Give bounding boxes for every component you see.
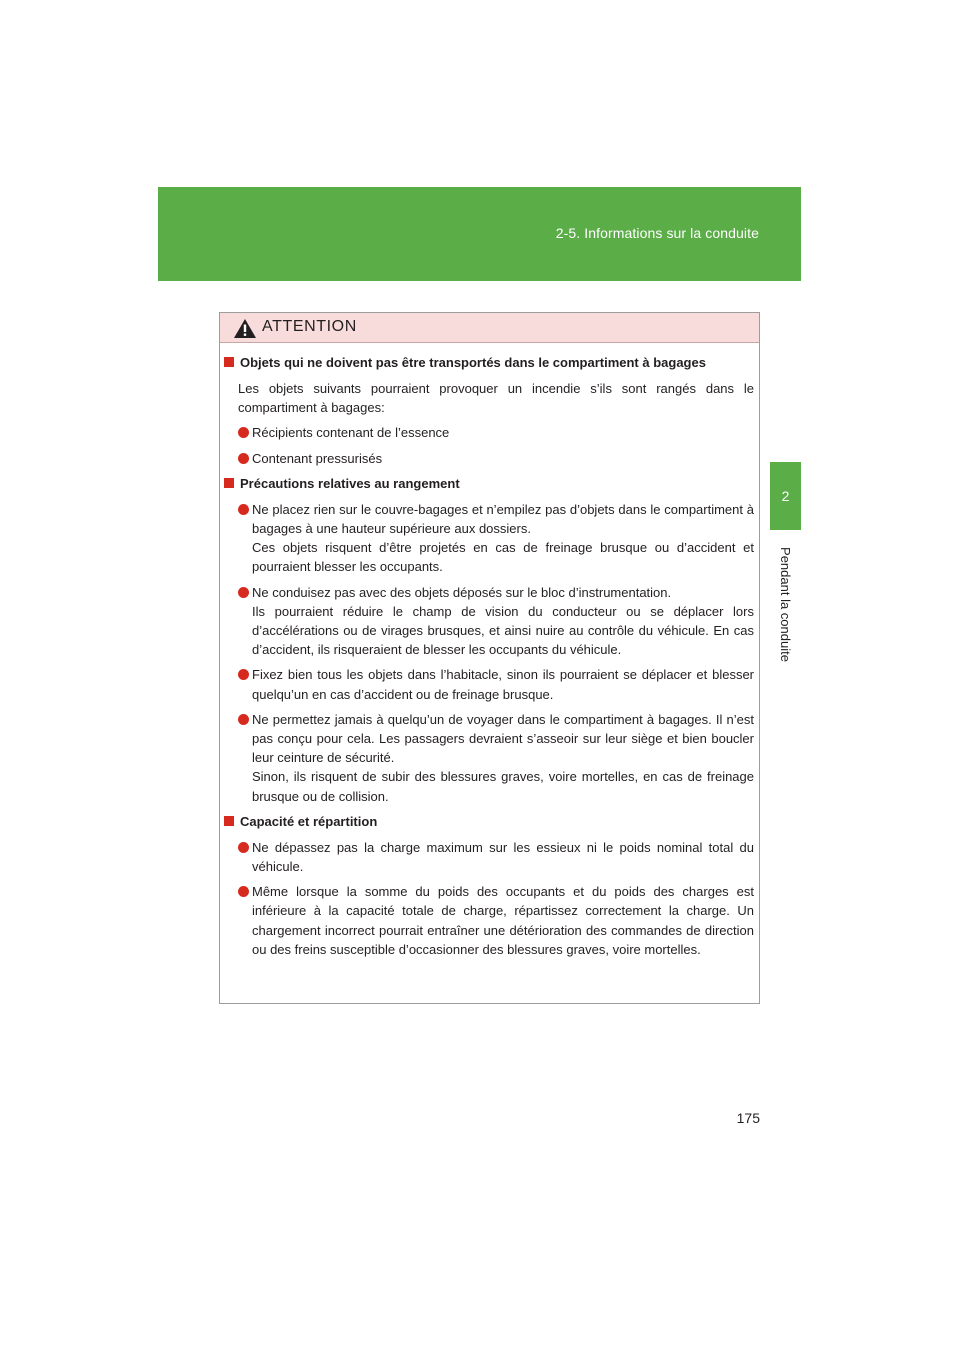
list-item-text: Ne placez rien sur le couvre-bagages et n’empilez pas d’objets dans le compartiment à bagages à une hauteur supérieure aux dossiers.	[252, 501, 754, 537]
list-item-text: Ils pourraient réduire le champ de vision du conducteur ou se déplacer lors d’accélérations ou de virages brusques, et ainsi nuire au contrôle du véhicule. En cas d’accident, ils risqueraient de blesser les occupants du véhicule.	[252, 603, 754, 658]
round-bullet-icon	[238, 504, 249, 515]
section-heading-text: Capacité et répartition	[240, 813, 378, 829]
square-bullet-icon	[224, 816, 234, 826]
chapter-tab	[770, 462, 801, 530]
section-heading	[220, 812, 759, 831]
list-item	[252, 449, 754, 468]
section-intro: Les objets suivants pourraient provoquer un incendie s’ils sont rangés dans le compartiment à bagages:	[238, 381, 754, 416]
section-title: 2-5. Informations sur la conduite	[555, 225, 759, 241]
list-item-text: Récipients contenant de l’essence	[252, 425, 450, 441]
list-item	[252, 882, 754, 959]
warning-title: ATTENTION	[262, 318, 357, 335]
round-bullet-icon	[238, 714, 249, 725]
section-heading-text: Précautions relatives au rangement	[240, 475, 460, 491]
warning-box	[219, 312, 760, 1004]
list-item-text: Fixez bien tous les objets dans l’habitacle, sinon ils pourraient se déplacer et blesser quelqu’un en cas d’accident ou de freinage brusque.	[252, 667, 754, 702]
round-bullet-icon	[238, 587, 249, 598]
list-item	[252, 710, 754, 806]
chapter-number: 2	[781, 488, 790, 504]
square-bullet-icon	[224, 478, 234, 488]
round-bullet-icon	[238, 427, 249, 438]
round-bullet-icon	[238, 453, 249, 464]
list-item	[252, 838, 754, 876]
warning-header	[220, 313, 759, 343]
round-bullet-icon	[238, 669, 249, 680]
list-item-text: Ces objets risquent d’être projetés en cas de freinage brusque ou d’accident et pourraient blesser les occupants.	[252, 540, 754, 575]
list-item	[252, 423, 754, 442]
list-item-text: Sinon, ils risquent de subir des blessures graves, voire mortelles, en cas de freinage brusque ou de collision.	[252, 769, 754, 804]
list-item-text: Ne conduisez pas avec des objets déposés sur le bloc d’instrumentation.	[252, 584, 672, 600]
list-item-text: Ne dépassez pas la charge maximum sur les essieux ni le poids nominal total du véhicule.	[252, 839, 754, 875]
page-number: 175	[736, 1110, 760, 1126]
warning-content	[220, 353, 759, 965]
list-item-text: Même lorsque la somme du poids des occupants et du poids des charges est inférieure à la capacité totale de charge, répartissez correctement la charge. Un chargement incorrect pourrait entraîner une détérioration des commandes de direction ou des freins susceptible d’occasionner des blessures graves, voire mortelles.	[252, 884, 754, 957]
section-header-band	[158, 187, 801, 281]
chapter-label-container	[770, 540, 801, 668]
chapter-label: Pendant la conduite	[778, 546, 793, 662]
list-item-text: Ne permettez jamais à quelqu’un de voyager dans le compartiment à bagages. Il n’est pas conçu pour cela. Les passagers devraient s’asseoir sur leur siège et bien boucler leur ceinture de sécurité.	[252, 711, 754, 766]
round-bullet-icon	[238, 842, 249, 853]
warning-triangle-icon	[234, 319, 256, 338]
list-item	[252, 500, 754, 577]
list-item-text: Contenant pressurisés	[252, 450, 383, 466]
list-item	[252, 583, 754, 660]
section-heading	[220, 353, 759, 372]
round-bullet-icon	[238, 886, 249, 897]
list-item	[252, 665, 754, 703]
section-heading	[220, 474, 759, 493]
square-bullet-icon	[224, 357, 234, 367]
section-heading-text: Objets qui ne doivent pas être transportés dans le compartiment à bagages	[240, 355, 706, 370]
